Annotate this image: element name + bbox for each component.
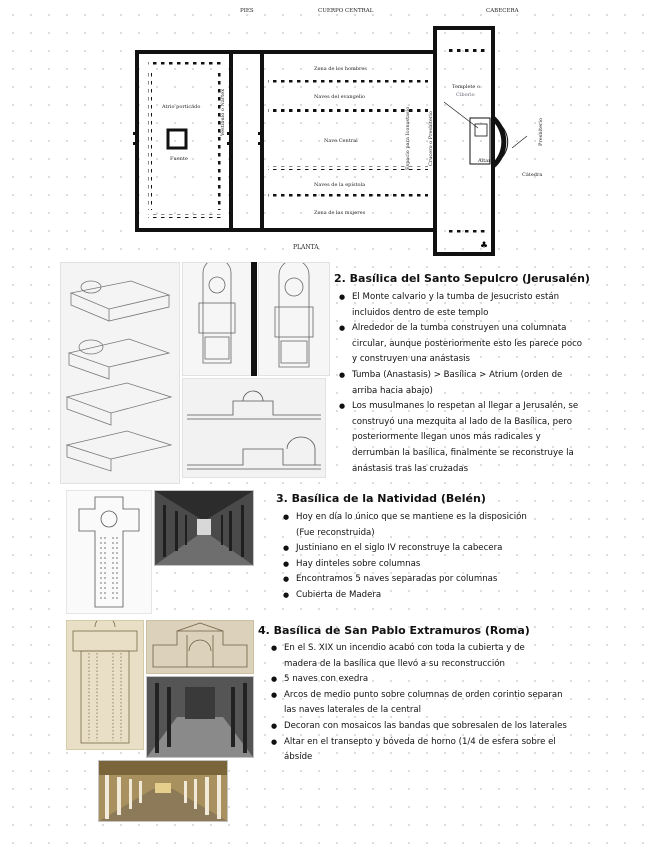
natividad-plan-image (66, 490, 152, 614)
list-item: ● En el S. XIX un incendio acabó con toda la cubierta y de madera de la basílica que llevó a su reconstrucción (284, 641, 634, 672)
list-item: ● Decoran con mosaicos las bandas que sobresalen de los laterales (284, 719, 634, 735)
plan-drawing (0, 0, 656, 262)
zone-catedra: Cátedra (522, 172, 543, 178)
list-item: ● Alrededor de la tumba construyen una columnata circular, aunque posteriormente esto les parece poco y construyen una anástasis (352, 321, 652, 368)
plan-bottom-label: PLANTA (293, 244, 319, 251)
plan-label-cabecera: CABECERA (486, 8, 519, 14)
zone-central: Nave Central (324, 138, 358, 144)
san-pablo-fire-engraving (146, 676, 254, 758)
zone-vestibulo: Vestíbulo o Nártex (220, 88, 226, 136)
section-3-title: 3. Basílica de la Natividad (Belén) (276, 492, 486, 505)
plan-label-cuerpo: CUERPO CENTRAL (318, 8, 374, 14)
sepulcro-plan-b-image (258, 262, 330, 376)
svg-text:♣: ♣ (480, 241, 489, 251)
zone-mujeres: Zona de las mujeres (314, 210, 366, 216)
natividad-interior-photo (154, 490, 254, 566)
zone-crucero: Crucero o Presbiterio (428, 111, 434, 166)
section-2-bullets (338, 290, 652, 477)
zone-atrio: Atrio porticado (162, 104, 201, 110)
list-item: ● Cubierta de Madera (296, 588, 626, 604)
section-4-title: 4. Basílica de San Pablo Extramuros (Roma) (258, 624, 530, 637)
basilica-plan (0, 0, 656, 262)
plan-label-pies: PIES (240, 8, 254, 14)
zone-templete: Templete o (452, 84, 480, 90)
zone-evangelio: Naves del evangelio (314, 94, 365, 100)
list-item: ● Hay dinteles sobre columnas (296, 557, 626, 573)
zone-ciborio: Ciborio (456, 92, 475, 98)
sepulcro-plan-a-image (182, 262, 252, 376)
list-item: ● 5 naves con exedra (284, 672, 634, 688)
list-item: ● Los musulmanes lo respetan al llegar a Jerusalén, se construyó una mezquita al lado de la Basílica, pero posteriormente llegan unos más radicales y derrumban la basílica, finalmente se reconstruye la anástasis tras las cruzadas (352, 399, 652, 477)
san-pablo-interior-photo (98, 760, 228, 822)
sepulcro-elevations-image (182, 378, 326, 478)
image-divider-bar (251, 262, 257, 376)
zone-iconostasio: Espacio para Iconostasio (405, 106, 411, 170)
list-item: ● El Monte calvario y la tumba de Jesucristo están incluidos dentro de este templo (352, 290, 652, 321)
list-item: ● Hoy en día lo único que se mantiene es la disposición (Fue reconstruida) (296, 510, 626, 541)
zone-presbiterio: Presbiterio (538, 117, 544, 146)
zone-fuente: Fuente (170, 156, 188, 162)
zone-altar: Altar (478, 158, 491, 164)
list-item: ● Arcos de medio punto sobre columnas de orden corintio separan las naves laterales de la central (284, 688, 634, 719)
section-3-bullets (282, 510, 626, 604)
san-pablo-plan-image (66, 620, 144, 750)
san-pablo-section-drawing (146, 620, 254, 674)
list-item: ● Justiniano en el siglo IV reconstruye la cabecera (296, 541, 626, 557)
zone-epistola: Naves de la epístola (314, 182, 366, 188)
sepulcro-axonometric-image (60, 262, 180, 484)
section-2-title: 2. Basílica del Santo Sepulcro (Jerusalén) (334, 272, 590, 285)
list-item: ● Tumba (Anastasis) > Basílica > Atrium (orden de arriba hacia abajo) (352, 368, 652, 399)
section-4-bullets (270, 641, 634, 766)
zone-hombres: Zona de los hombres (314, 66, 367, 72)
list-item: ● Altar en el transepto y bóveda de horno (1/4 de esfera sobre el ábside (284, 735, 634, 766)
list-item: ● Encontramos 5 naves separadas por columnas (296, 572, 626, 588)
